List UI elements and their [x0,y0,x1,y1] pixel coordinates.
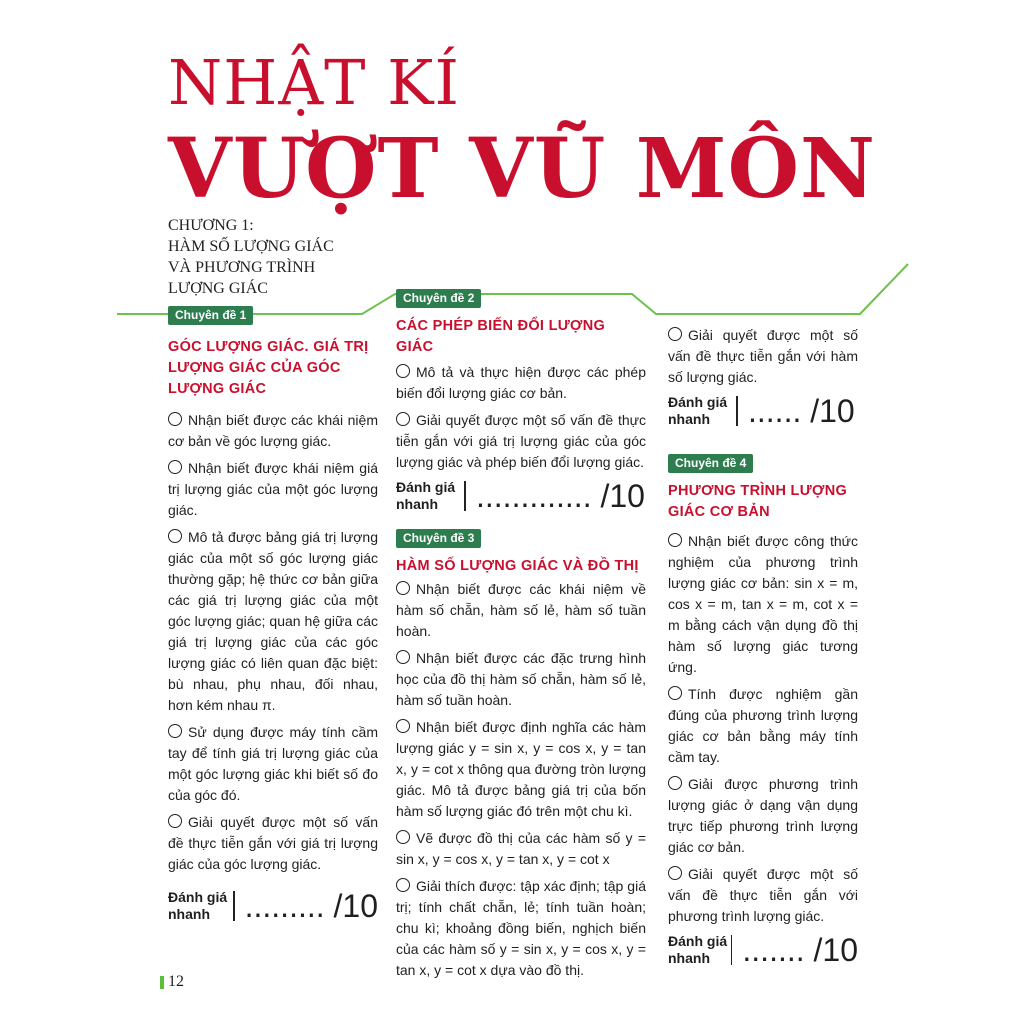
rating-label: Đánh giá nhanh [396,479,456,512]
quick-rating [168,889,378,923]
checkbox-circle-icon[interactable] [168,460,182,474]
objective-item: Giải quyết được một số vấn đề thực tiễn gắn với hàm số lượng giác. [668,327,858,385]
chapter-line: HÀM SỐ LƯỢNG GIÁC [168,238,334,255]
quick-rating [668,933,858,967]
rating-label: Đánh giá nhanh [668,394,728,427]
rating-score[interactable]: ...... /10 [748,393,855,429]
chapter-line: CHƯƠNG 1: [168,217,254,234]
objective-item: Giải được phương trình lượng giác ở dạng vận dụng trực tiếp phương trình lượng giác cơ bản. [668,776,858,855]
checkbox-circle-icon[interactable] [168,814,182,828]
objective-item: Giải quyết được một số vấn đề thực tiễn gắn với giá trị lượng giác của góc lượng giác. [168,814,378,872]
objective-item: Mô tả được bảng giá trị lượng giác của một số góc lượng giác thường gặp; hệ thức cơ bản giữa các giá trị lượng giác của một góc lượng giác; quan hệ giữa các giá trị lượng giác của các góc lượng giác có liên quan đặc biệt: bù nhau, phụ nhau, đối nhau, hơn kém nhau π. [168,529,378,713]
checkbox-circle-icon[interactable] [668,866,682,880]
objective-item: Vẽ được đồ thị của các hàm số y = sin x, y = cos x, y = tan x, y = cot x [396,830,646,867]
objective-item: Nhận biết được các khái niệm về hàm số chẵn, hàm số lẻ, hàm số tuần hoàn. [396,581,646,639]
topic-badge: Chuyên đề 2 [396,289,481,308]
topic-3-4-column [668,325,858,967]
topic-badge: Chuyên đề 1 [168,306,253,325]
checkbox-circle-icon[interactable] [668,776,682,790]
objective-item: Nhận biết được khái niệm giá trị lượng giác của một góc lượng giác. [168,460,378,518]
quick-rating [668,394,858,428]
objective-item: Giải thích được: tập xác định; tập giá trị; tính chất chẵn, lẻ; tính tuần hoàn; chu kì; khoảng đồng biến, nghịch biến của các hàm số y = sin x, y = cos x, y = tan x, y = cot x dựa vào đồ thị. [396,878,646,978]
checkbox-circle-icon[interactable] [396,650,410,664]
objective-item: Giải quyết được một số vấn đề thực tiễn gắn với phương trình lượng giác. [668,866,858,924]
topic-1-column [168,304,378,923]
checkbox-circle-icon[interactable] [168,412,182,426]
checkbox-circle-icon[interactable] [668,327,682,341]
checkbox-circle-icon[interactable] [396,878,410,892]
topic-badge: Chuyên đề 4 [668,454,753,473]
topic-heading: HÀM SỐ LƯỢNG GIÁC VÀ ĐỒ THỊ [396,558,639,574]
chapter-line: LƯỢNG GIÁC [168,280,268,297]
rating-divider [233,891,235,921]
checkbox-circle-icon[interactable] [168,724,182,738]
chapter-line: VÀ PHƯƠNG TRÌNH [168,259,316,276]
objective-item: Tính được nghiệm gần đúng của phương trình lượng giác cơ bản bằng máy tính cầm tay. [668,686,858,765]
rating-divider [464,481,466,511]
objective-item: Sử dụng được máy tính cầm tay để tính giá trị lượng giác của một góc lượng giác khi biết số đo của góc đó. [168,724,378,803]
topic-2-3-column [396,287,646,987]
objective-item: Nhận biết được các đặc trưng hình học của đồ thị hàm số chẵn, hàm số lẻ, hàm số tuần hoàn. [396,650,646,708]
checkbox-circle-icon[interactable] [396,412,410,426]
checkbox-circle-icon[interactable] [396,581,410,595]
page-number: 12 [168,973,184,990]
rating-divider [736,396,738,426]
topic-heading: CÁC PHÉP BIẾN ĐỔI LƯỢNG GIÁC [396,318,606,355]
rating-score[interactable]: ............. /10 [476,478,645,514]
quick-rating [396,479,646,513]
checkbox-circle-icon[interactable] [396,364,410,378]
objective-item: Nhận biết được công thức nghiệm của phương trình lượng giác cơ bản: sin x = m, cos x = m, tan x = m, cot x = m bằng cách vận dụng đồ thị hàm số lượng giác tương ứng. [668,533,858,675]
rating-divider [731,935,733,965]
objective-item: Nhận biết được các khái niệm cơ bản về góc lượng giác. [168,412,378,449]
title-line-1: NHẬT KÍ [168,46,460,119]
title-line-2: VƯỢT VŨ MÔN [168,121,876,217]
objective-item: Nhận biết được định nghĩa các hàm lượng giác y = sin x, y = cos x, y = tan x, y = cot x thông qua đường tròn lượng giác. Mô tả được bảng giá trị của bốn hàm số lượng giác đó trên một chu kì. [396,719,646,819]
checkbox-circle-icon[interactable] [396,830,410,844]
checkbox-circle-icon[interactable] [668,533,682,547]
objective-item: Mô tả và thực hiện được các phép biến đổi lượng giác cơ bản. [396,364,646,401]
page-number-marker [160,976,164,989]
rating-label: Đánh giá nhanh [668,933,728,966]
objective-item: Giải quyết được một số vấn đề thực tiễn gắn với giá trị lượng giác của góc lượng giác và phép biến đổi lượng giác. [396,412,646,470]
checkbox-circle-icon[interactable] [396,719,410,733]
green-divider-line [0,0,1024,330]
topic-heading: PHƯƠNG TRÌNH LƯỢNG GIÁC CƠ BẢN [668,483,848,520]
checkbox-circle-icon[interactable] [168,529,182,543]
rating-score[interactable]: ......... /10 [244,888,378,924]
rating-score[interactable]: ....... /10 [742,932,858,968]
rating-label: Đánh giá nhanh [168,889,228,922]
checkbox-circle-icon[interactable] [668,686,682,700]
topic-heading: GÓC LƯỢNG GIÁC. GIÁ TRỊ LƯỢNG GIÁC CỦA GÓC LƯỢNG GIÁC [168,339,369,397]
topic-badge: Chuyên đề 3 [396,529,481,548]
